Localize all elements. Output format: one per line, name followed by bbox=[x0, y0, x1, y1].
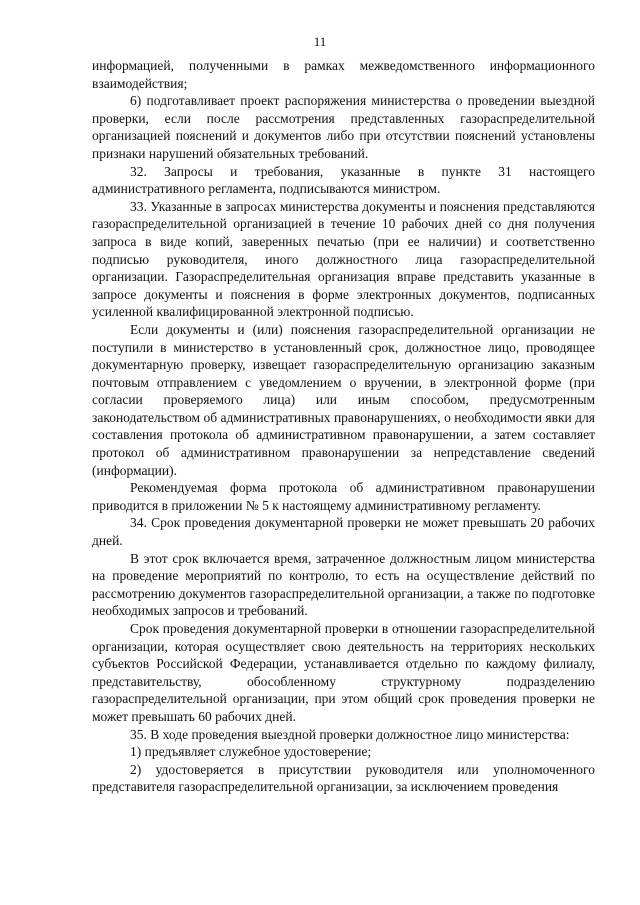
paragraph: информацией, полученными в рамках межведомственного информационного взаимодействия; bbox=[92, 58, 595, 91]
paragraph: 6) подготавливает проект распоряжения министерства о проведении выездной проверки, если после рассмотрения представленных газораспределительной организацией пояснений и документов либо при отсутствии пояснений установлены признаки нарушений обязательных требований. bbox=[92, 93, 595, 161]
document-body bbox=[92, 57, 595, 796]
paragraph: Срок проведения документарной проверки в отношении газораспределительной организации, которая осуществляет свою деятельность на территориях нескольких субъектов Российской Федерации, устанавливается отдельно по каждому филиалу, представительству, обособленному структурному подразделению газораспределительной организации, при этом общий срок проведения проверки не может превышать 60 рабочих дней. bbox=[92, 621, 595, 724]
paragraph: Если документы и (или) пояснения газораспределительной организации не поступили в министерство в установленный срок, должностное лицо, проводящее документарную проверку, извещает газораспределительную организацию заказным почтовым отправлением с уведомлением о вручении, в электронной форме (при согласии проверяемого лица) или иным способом, предусмотренным законодательством об административных правонарушениях, о необходимости явки для составления протокола об административном правонарушении, а затем составляет протокол об административном правонарушении за непредставление сведений (информации). bbox=[92, 321, 595, 478]
paragraph: 34. Срок проведения документарной проверки не может превышать 20 рабочих дней. bbox=[92, 515, 595, 549]
paragraph: 33. Указанные в запросах министерства документы и пояснения представляются газораспределительной организацией в течение 10 рабочих дней со дня получения запроса в виде копий, заверенных печатью (при ее наличии) и соответственно подписью руководителя, иного должностного лица газораспределительной организации. Газораспределительная организация вправе представить указанные в запросе документы и пояснения в форме электронных документов, подписанных усиленной квалифицированной электронной подписью. bbox=[92, 198, 595, 320]
paragraph: 1) предъявляет служебное удостоверение; bbox=[130, 744, 372, 760]
paragraph: 32. Запросы и требования, указанные в пункте 31 настоящего административного регламента, подписываются министром. bbox=[92, 163, 595, 197]
paragraph: 35. В ходе проведения выездной проверки должностное лицо министерства: bbox=[130, 726, 570, 742]
paragraph: В этот срок включается время, затраченное должностным лицом министерства на проведение мероприятий по контролю, то есть на осуществление действий по рассмотрению документов газораспределительной организации, а также по подготовке необходимых запросов и требований. bbox=[92, 550, 595, 619]
page-number: 11 bbox=[313, 34, 327, 49]
paragraph: Рекомендуемая форма протокола об административном правонарушении приводится в приложении № 5 к настоящему административному регламенту. bbox=[92, 480, 595, 513]
paragraph: 2) удостоверяется в присутствии руководителя или уполномоченного представителя газораспределительной организации, за исключением проведения bbox=[92, 761, 595, 795]
